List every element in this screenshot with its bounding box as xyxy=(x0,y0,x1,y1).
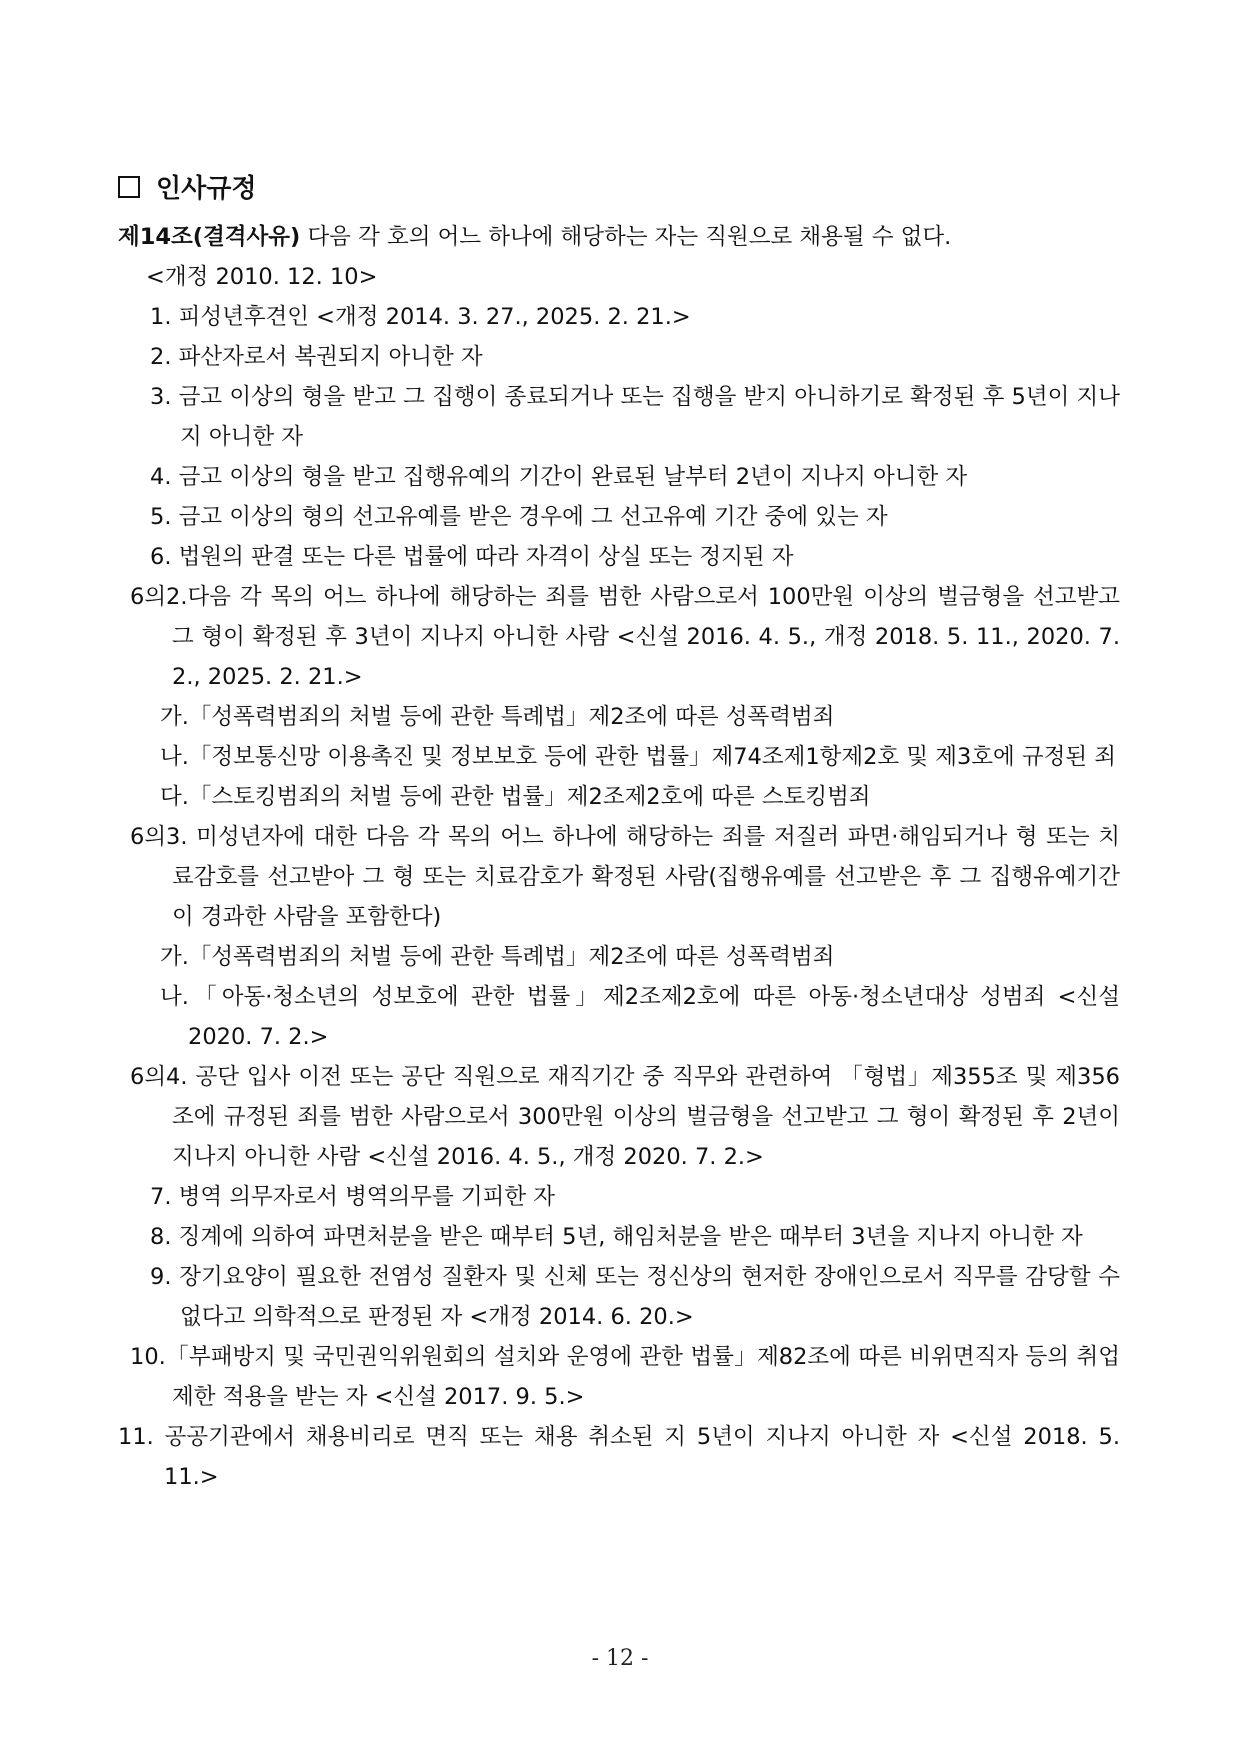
disqualification-list xyxy=(118,297,1120,1497)
list-item: 2. 파산자로서 복권되지 아니한 자 xyxy=(150,344,483,370)
section-title: 인사규정 xyxy=(156,174,257,204)
article-title: 제14조(결격사유) xyxy=(118,224,301,250)
list-item: 8. 징계에 의하여 파면처분을 받은 때부터 5년, 해임처분을 받은 때부터 3년을 지나지 아니한 자 xyxy=(150,1224,1083,1250)
list-item: 6의4. 공단 입사 이전 또는 공단 직원으로 재직기간 중 직무와 관련하여 「형법」제355조 및 제356조에 규정된 죄를 범한 사람으로서 300만원 이상의 벌금형을 선고받고 그 형이 확정된 후 2년이 지나지 아니한 사람 <신설 2016. 4. 5., 개정 2020. 7. 2.> xyxy=(130,1064,1120,1170)
list-item: 11. 공공기관에서 채용비리로 면직 또는 채용 취소된 지 5년이 지나지 아니한 자 <신설 2018. 5. 11.> xyxy=(118,1424,1120,1490)
article-14 xyxy=(118,217,1120,1497)
section-heading xyxy=(118,168,256,205)
article-head xyxy=(118,217,1120,257)
sub-list-item: 나.「아동·청소년의 성보호에 관한 법률」제2조제2호에 따른 아동·청소년대상 성범죄 <신설 2020. 7. 2.> xyxy=(160,984,1120,1050)
sub-list-item: 가.「성폭력범죄의 처벌 등에 관한 특례법」제2조에 따른 성폭력범죄 xyxy=(160,944,835,970)
list-item: 3. 금고 이상의 형을 받고 그 집행이 종료되거나 또는 집행을 받지 아니하기로 확정된 후 5년이 지나지 아니한 자 xyxy=(150,384,1120,450)
sub-list-item: 가.「성폭력범죄의 처벌 등에 관한 특례법」제2조에 따른 성폭력범죄 xyxy=(160,704,835,730)
checkbox-square-icon xyxy=(118,176,140,198)
list-item: 6. 법원의 판결 또는 다른 법률에 따라 자격이 상실 또는 정지된 자 xyxy=(150,544,794,570)
page-number: - 12 - xyxy=(591,1646,649,1671)
list-item: 10.「부패방지 및 국민권익위원회의 설치와 운영에 관한 법률」제82조에 따른 비위면직자 등의 취업제한 적용을 받는 자 <신설 2017. 9. 5.> xyxy=(130,1344,1120,1410)
article-intro: 다음 각 호의 어느 하나에 해당하는 자는 직원으로 채용될 수 없다. xyxy=(300,224,952,250)
list-item: 6의2.다음 각 목의 어느 하나에 해당하는 죄를 범한 사람으로서 100만원 이상의 벌금형을 선고받고 그 형이 확정된 후 3년이 지나지 아니한 사람 <신설 2016. 4. 5., 개정 2018. 5. 11., 2020. 7. 2., 2025. 2. 21.> xyxy=(130,584,1120,690)
list-item: 6의3. 미성년자에 대한 다음 각 목의 어느 하나에 해당하는 죄를 저질러 파면·해임되거나 형 또는 치료감호를 선고받아 그 형 또는 치료감호가 확정된 사람(집행유예를 선고받은 후 그 집행유예기간이 경과한 사람을 포함한다) xyxy=(130,824,1120,930)
list-item: 5. 금고 이상의 형의 선고유예를 받은 경우에 그 선고유예 기간 중에 있는 자 xyxy=(150,504,888,530)
list-item: 9. 장기요양이 필요한 전염성 질환자 및 신체 또는 정신상의 현저한 장애인으로서 직무를 감당할 수 없다고 의학적으로 판정된 자 <개정 2014. 6. 20.> xyxy=(150,1264,1120,1330)
list-item: 4. 금고 이상의 형을 받고 집행유예의 기간이 완료된 날부터 2년이 지나지 아니한 자 xyxy=(150,464,968,490)
article-amendment-note: <개정 2010. 12. 10> xyxy=(146,264,378,290)
list-item: 1. 피성년후견인 <개정 2014. 3. 27., 2025. 2. 21.> xyxy=(150,304,691,330)
list-item: 7. 병역 의무자로서 병역의무를 기피한 자 xyxy=(150,1184,555,1210)
sub-list-item: 다.「스토킹범죄의 처벌 등에 관한 법률」제2조제2호에 따른 스토킹범죄 xyxy=(160,784,871,810)
sub-list-item: 나.「정보통신망 이용촉진 및 정보보호 등에 관한 법률」제74조제1항제2호 및 제3호에 규정된 죄 xyxy=(160,744,1116,770)
